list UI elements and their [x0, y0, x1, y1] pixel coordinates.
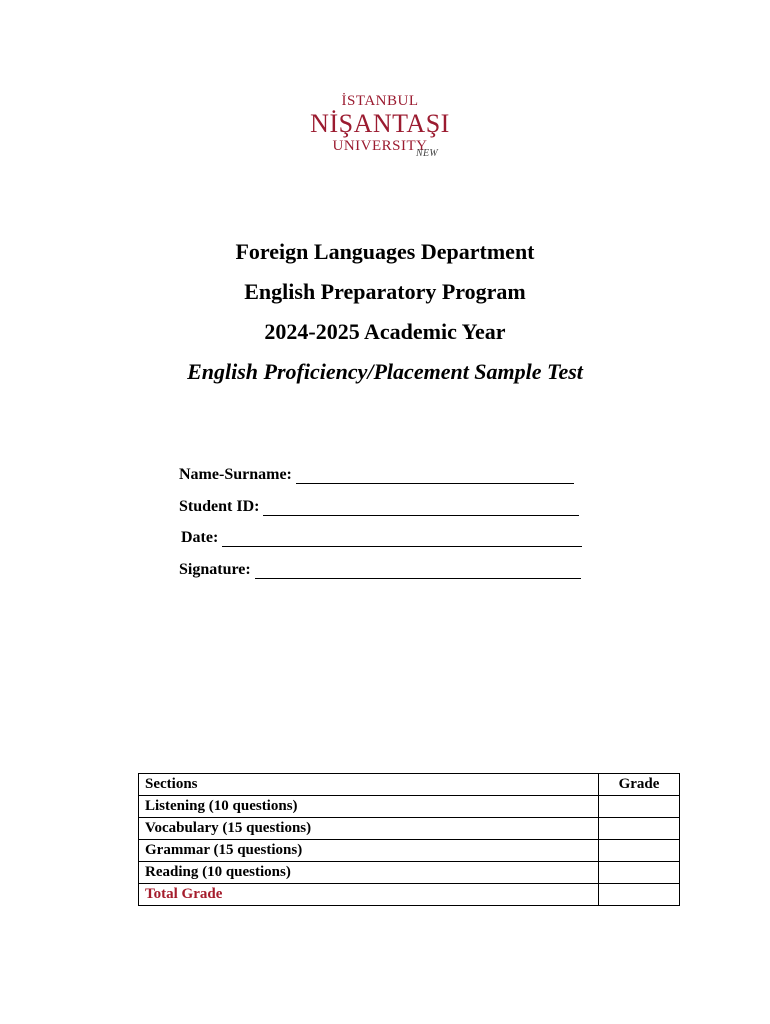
grade-cell[interactable] [599, 796, 680, 818]
header-grade: Grade [599, 774, 680, 796]
total-grade-label: Total Grade [139, 884, 599, 906]
grade-cell[interactable] [599, 862, 680, 884]
student-id-label: Student ID: [179, 498, 260, 515]
section-cell: Grammar (15 questions) [139, 840, 599, 862]
name-surname-field[interactable] [179, 466, 574, 484]
logo-line-nisantasi: NİŞANTAŞI [310, 109, 450, 138]
table-row [139, 840, 680, 862]
grade-cell[interactable] [599, 840, 680, 862]
table-row [139, 862, 680, 884]
header-sections: Sections [139, 774, 599, 796]
test-title: English Proficiency/Placement Sample Test [187, 359, 583, 384]
total-grade-cell[interactable] [599, 884, 680, 906]
signature-line[interactable] [255, 562, 581, 579]
student-id-field[interactable] [179, 498, 579, 516]
section-cell: Listening (10 questions) [139, 796, 599, 818]
name-surname-line[interactable] [296, 467, 574, 484]
date-line[interactable] [222, 530, 582, 547]
university-logo [300, 92, 460, 159]
section-cell: Reading (10 questions) [139, 862, 599, 884]
logo-line-new: NEW [416, 148, 439, 159]
logo-line-istanbul: İSTANBUL [341, 93, 419, 109]
signature-field[interactable] [179, 561, 581, 579]
department-title: Foreign Languages Department [235, 239, 535, 264]
logo-line-university: UNIVERSITY [332, 138, 428, 154]
name-surname-label: Name-Surname: [179, 466, 292, 483]
date-label: Date: [181, 529, 219, 546]
total-row [139, 884, 680, 906]
grade-cell[interactable] [599, 818, 680, 840]
program-title: English Preparatory Program [244, 279, 526, 304]
grades-table [138, 773, 680, 906]
title-block [0, 232, 770, 392]
signature-label: Signature: [179, 561, 251, 578]
student-id-line[interactable] [263, 499, 579, 516]
section-cell: Vocabulary (15 questions) [139, 818, 599, 840]
table-row [139, 818, 680, 840]
table-row [139, 796, 680, 818]
table-header-row [139, 774, 680, 796]
date-field[interactable] [181, 529, 582, 547]
academic-year-title: 2024-2025 Academic Year [264, 319, 506, 344]
